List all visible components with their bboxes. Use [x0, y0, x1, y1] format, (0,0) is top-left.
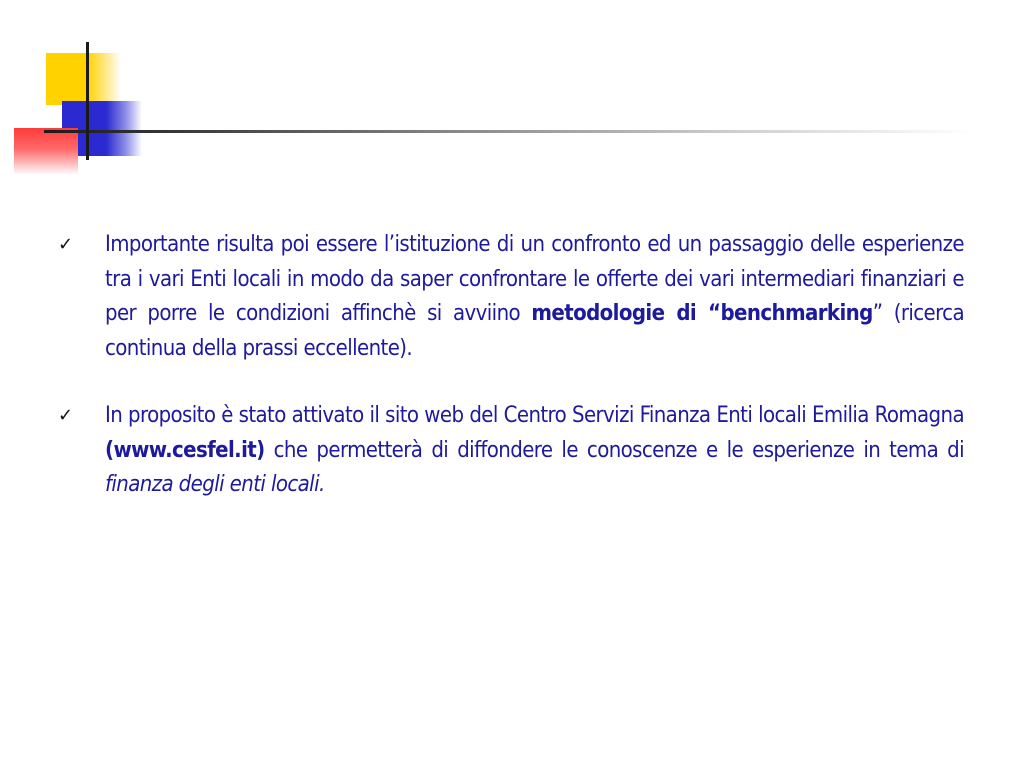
paragraph-text: Importante risulta poi essere l’istituzione di un confronto ed un passaggio delle esperienze tra i vari Enti locali in modo da saper confrontare le offerte dei vari intermediari finanziari e per porre le condizioni affinchè si avviino [105, 232, 964, 326]
slide-content [58, 228, 964, 536]
paragraph-text: che permetterà di diffondere le conoscenze e le esperienze in tema di [264, 437, 964, 463]
paragraph-bold-text: metodologie di “benchmarking [531, 301, 873, 326]
checkmark-icon: ✓ [58, 405, 74, 426]
bullet-paragraph [105, 228, 964, 366]
red-square-decoration [14, 128, 78, 175]
bullet-item-website [58, 399, 964, 503]
vertical-divider-line [86, 42, 89, 160]
paragraph-italic-text: finanza degli enti locali. [105, 472, 325, 497]
paragraph-text: ” (ricerca continua della prassi eccellente). [105, 301, 964, 361]
paragraph-text: In proposito è stato attivato il sito web del Centro Servizi Finanza Enti locali Emilia Romagna [105, 403, 964, 428]
bullet-paragraph [105, 399, 964, 503]
checkmark-icon: ✓ [58, 234, 74, 255]
website-link-text: (www.cesfel.it) [105, 437, 265, 463]
horizontal-divider-line [44, 130, 974, 133]
yellow-square-decoration [46, 53, 121, 105]
bullet-item-benchmarking [58, 228, 964, 366]
